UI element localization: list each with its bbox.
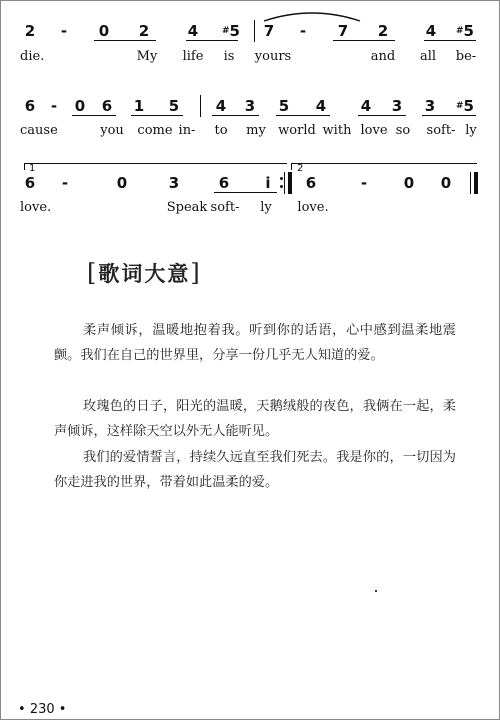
note: i [265, 174, 271, 192]
note-sharp: #5 [456, 22, 474, 40]
speck [375, 590, 377, 592]
underline [424, 40, 476, 41]
lyric: ly [465, 123, 477, 138]
section-title: 歌词大意 [98, 261, 191, 286]
note: 3 [244, 97, 256, 115]
lyric: to [214, 123, 228, 138]
lyric: die. [20, 49, 45, 64]
bullet-left: • [18, 702, 26, 717]
note: 7 [337, 22, 349, 40]
note: 4 [315, 97, 327, 115]
note: 4 [187, 22, 199, 40]
underline [212, 115, 259, 116]
note: - [61, 174, 69, 192]
page-footer [18, 702, 66, 717]
volta-bracket-1 [24, 163, 287, 170]
note: 6 [24, 97, 36, 115]
note: 2 [377, 22, 389, 40]
underline [276, 115, 330, 116]
paragraph: 玫瑰色的日子，阳光的温暖，天鹅绒般的夜色，我俩在一起，柔声倾诉，这样除天空以外无人能听见。 [54, 399, 456, 439]
bullet-right: • [58, 702, 67, 717]
lyric: you [100, 123, 124, 138]
underline [422, 115, 476, 116]
note: - [360, 174, 368, 192]
lyric: ly [260, 200, 272, 215]
lyric: is [223, 49, 235, 64]
volta-number: 2 [297, 163, 304, 174]
note: 0 [116, 174, 128, 192]
repeat-dot [280, 185, 283, 188]
lyric: soft- [426, 123, 456, 138]
lyric: love. [20, 200, 52, 215]
note: 3 [424, 97, 436, 115]
paragraph: 我们的爱情誓言，持续久远直至我们死去。我是你的，一切因为你走进我的世界，带着如此温柔的爱。 [54, 450, 456, 490]
lyric: my [246, 123, 266, 138]
note: 0 [74, 97, 86, 115]
note: 4 [215, 97, 227, 115]
lyric: and [370, 49, 396, 64]
note: 0 [98, 22, 110, 40]
note: 6 [218, 174, 230, 192]
note: 5 [168, 97, 180, 115]
lyric: so [395, 123, 411, 138]
repeat-dot [280, 177, 283, 180]
tie-arc [262, 8, 362, 22]
lyric: life [182, 49, 204, 64]
final-barline [474, 172, 478, 194]
lyric: yours [254, 49, 292, 64]
paragraph: 柔声倾诉，温暖地抱着我。听到你的话语，心中感到温柔地震颤。我们在自己的世界里，分享一份几乎无人知道的爱。 [54, 323, 456, 363]
underline [214, 192, 277, 193]
note: 1 [133, 97, 145, 115]
bracket-right: ] [190, 259, 202, 287]
repeat-barline [284, 172, 285, 194]
note-sharp: #5 [222, 22, 240, 40]
note: 4 [360, 97, 372, 115]
lyric: be- [455, 49, 477, 64]
note: 0 [440, 174, 452, 192]
note: 4 [425, 22, 437, 40]
note: 7 [263, 22, 275, 40]
lyric: Speak [166, 200, 208, 215]
lyric: world [278, 123, 316, 138]
note: 0 [403, 174, 415, 192]
lyric: come [137, 123, 173, 138]
section-heading [87, 258, 202, 288]
volta-number: 1 [29, 163, 36, 174]
barline [254, 20, 255, 42]
note: 6 [101, 97, 113, 115]
underline [131, 115, 183, 116]
note: 2 [138, 22, 150, 40]
note: - [60, 22, 68, 40]
lyric: love. [297, 200, 329, 215]
note: - [50, 97, 58, 115]
note-sharp: #5 [456, 97, 474, 115]
page-number: 230 [29, 702, 55, 717]
volta-bracket-2 [291, 163, 477, 170]
note: 3 [168, 174, 180, 192]
note: 6 [24, 174, 36, 192]
final-barline [470, 172, 471, 194]
underline [186, 40, 238, 41]
note: 3 [391, 97, 403, 115]
note: 2 [24, 22, 36, 40]
note: - [299, 22, 307, 40]
underline [94, 40, 156, 41]
lyric: soft- [210, 200, 240, 215]
lyric: in- [178, 123, 196, 138]
note: 6 [305, 174, 317, 192]
lyric: love [360, 123, 388, 138]
bracket-left: [ [87, 259, 99, 287]
lyric: all [419, 49, 437, 64]
underline [358, 115, 406, 116]
lyric: cause [20, 123, 58, 138]
note: 5 [278, 97, 290, 115]
lyric: My [136, 49, 158, 64]
underline [333, 40, 395, 41]
lyric: with [322, 123, 352, 138]
repeat-barline [288, 172, 292, 194]
underline [72, 115, 116, 116]
barline [200, 95, 201, 117]
